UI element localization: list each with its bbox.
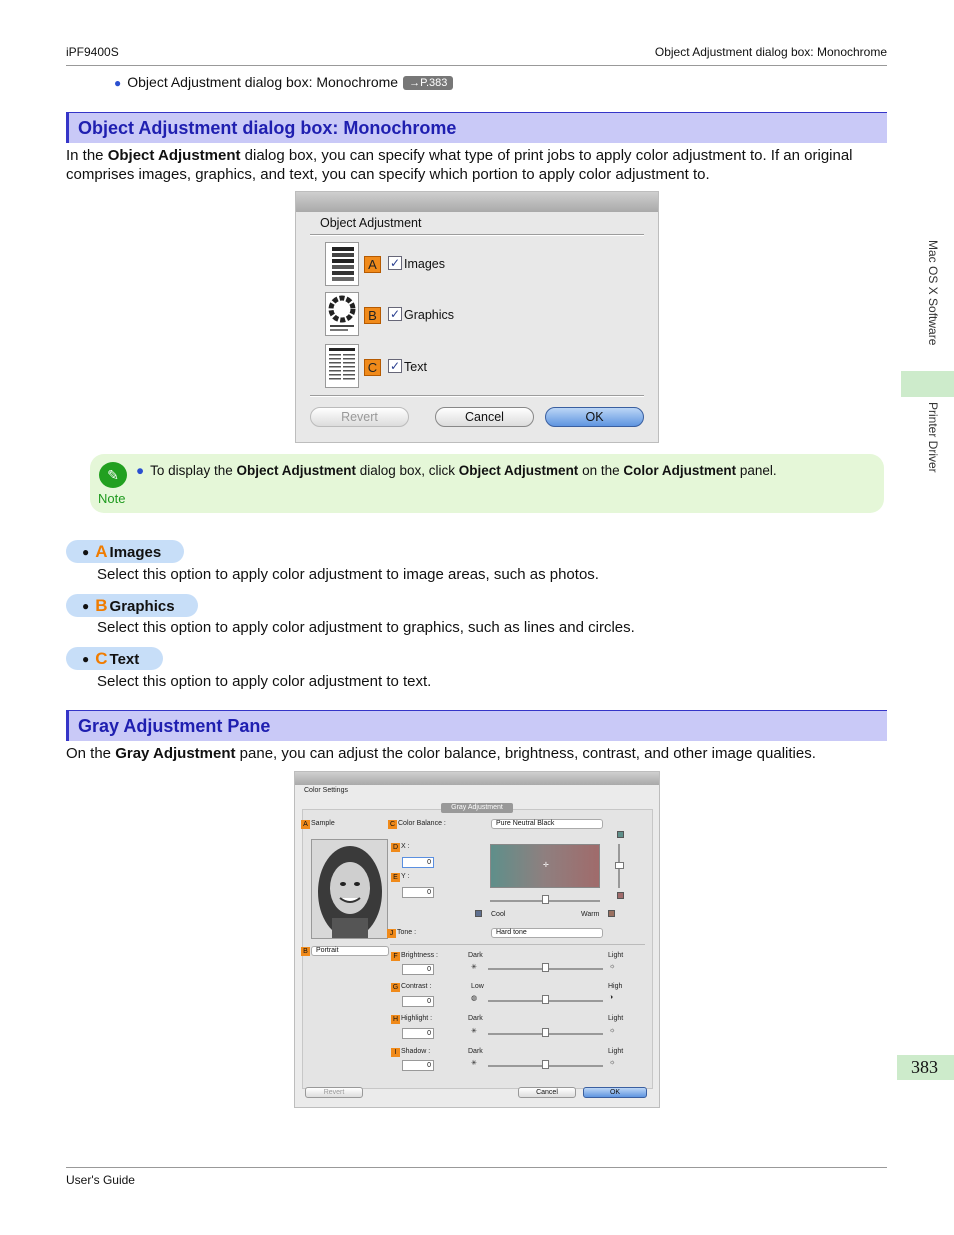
callout-c: C [364, 359, 381, 376]
callout-e: E [391, 873, 400, 882]
crosshair-icon[interactable]: ✛ [543, 862, 549, 869]
sample-label: Sample [311, 820, 335, 827]
callout-c: C [389, 821, 396, 828]
option-heading-text: ● C Text [66, 647, 163, 670]
text-checkbox[interactable]: ✓ [389, 359, 401, 373]
option-heading-images: ● A Images [66, 540, 184, 563]
x-input[interactable]: 0 [402, 857, 434, 868]
contrast-high-label: High [608, 983, 623, 990]
red-swatch [617, 892, 624, 899]
dialog-title: Color Settings [304, 787, 348, 794]
tab-gray-adjustment[interactable]: Gray Adjustment [441, 803, 513, 813]
section-title-gray-adjustment: Gray Adjustment Pane [66, 710, 887, 741]
section-title-object-adjustment: Object Adjustment dialog box: Monochrome [66, 112, 887, 143]
highlight-input[interactable]: 0 [402, 1028, 434, 1039]
callout-b: B [364, 307, 381, 324]
images-checkbox[interactable]: ✓ [389, 256, 401, 270]
cool-label: Cool [491, 911, 506, 918]
contrast-input[interactable]: 0 [402, 996, 434, 1007]
sun-bright-icon: ☼ [609, 1027, 616, 1034]
ok-button[interactable]: OK [583, 1087, 647, 1098]
section1-intro: In the Object Adjustment dialog box, you can specify what type of print jobs to apply color adjustment to. If an original comprises images, graphics, and text, you can specify which portion to apply color adjustment to. [66, 147, 853, 183]
callout-g: G [392, 984, 399, 991]
option-heading-graphics: ● B Graphics [66, 594, 198, 617]
section2-intro: On the Gray Adjustment pane, you can adjust the color balance, brightness, contrast, and other image qualities. [66, 745, 816, 762]
images-label: Images [404, 257, 445, 271]
shadow-label: Shadow : [401, 1048, 431, 1055]
callout-a: A [301, 820, 310, 829]
dialog-title: Object Adjustment [320, 216, 422, 230]
side-tab-printer-driver: Printer Driver [926, 402, 940, 473]
callout-j: J [387, 929, 396, 938]
divider [310, 395, 644, 397]
callout-d: D [392, 844, 399, 851]
vertical-balance-knob[interactable] [615, 862, 624, 869]
cyan-swatch [617, 831, 624, 838]
side-tab-mac-os-x-software: Mac OS X Software [926, 240, 940, 346]
sample-type-select[interactable]: Portrait [311, 946, 389, 956]
cancel-button[interactable]: Cancel [518, 1087, 576, 1098]
related-link[interactable]: ● Object Adjustment dialog box: Monochrome →P.383 [114, 74, 453, 90]
shadow-input[interactable]: 0 [402, 1060, 434, 1071]
page-ref-badge[interactable]: →P.383 [403, 76, 453, 90]
contrast-label: Contrast : [401, 983, 432, 990]
option-desc-images: Select this option to apply color adjustment to image areas, such as photos. [97, 566, 599, 583]
object-adjustment-dialog [295, 191, 659, 443]
highlight-label: Highlight : [401, 1015, 433, 1022]
contrast-knob[interactable] [542, 995, 549, 1004]
option-desc-text: Select this option to apply color adjustment to text. [97, 673, 432, 690]
callout-a: A [364, 256, 381, 273]
text-thumbnail [325, 344, 359, 388]
revert-button[interactable]: Revert [305, 1087, 363, 1098]
bullet-icon: ● [114, 76, 122, 90]
brightness-knob[interactable] [542, 963, 549, 972]
y-label: Y : [401, 873, 410, 880]
brightness-input[interactable]: 0 [402, 964, 434, 975]
header-product: iPF9400S [66, 45, 119, 59]
brightness-dark-label: Dark [468, 952, 483, 959]
cancel-button[interactable]: Cancel [435, 407, 534, 427]
sun-dim-icon: ✳ [471, 1028, 477, 1035]
divider [310, 234, 644, 236]
warm-label: Warm [581, 911, 600, 918]
footer-rule [66, 1167, 887, 1168]
color-balance-select[interactable]: Pure Neutral Black [491, 819, 603, 829]
sun-bright-icon: ☼ [609, 963, 616, 970]
callout-h: H [392, 1016, 399, 1023]
contrast-low-icon: ◍ [471, 995, 478, 1002]
horizontal-balance-knob[interactable] [542, 895, 549, 904]
text-label: Text [404, 360, 427, 374]
note-text: ● To display the Object Adjustment dialog box, click Object Adjustment on the Color Adjustment panel. [136, 463, 777, 478]
sun-bright-icon: ☼ [609, 1059, 616, 1066]
callout-b: B [301, 947, 310, 956]
header-section: Object Adjustment dialog box: Monochrome [654, 45, 887, 59]
graphics-thumbnail [325, 292, 359, 336]
sample-photo [311, 839, 388, 939]
dialog-titlebar [296, 192, 658, 212]
divider [390, 944, 645, 945]
revert-button[interactable]: Revert [310, 407, 409, 427]
highlight-knob[interactable] [542, 1028, 549, 1037]
graphics-checkbox[interactable]: ✓ [389, 307, 401, 321]
color-settings-dialog [294, 771, 660, 1108]
contrast-low-label: Low [471, 983, 484, 990]
contrast-high-icon: ◑ [609, 994, 614, 1001]
y-input[interactable]: 0 [402, 887, 434, 898]
graphics-label: Graphics [404, 308, 455, 322]
option-desc-graphics: Select this option to apply color adjustment to graphics, such as lines and circles. [97, 619, 635, 636]
shadow-knob[interactable] [542, 1060, 549, 1069]
warm-swatch [608, 910, 615, 917]
dialog-titlebar [295, 772, 659, 785]
highlight-dark-label: Dark [468, 1015, 483, 1022]
sun-dim-icon: ✳ [471, 1060, 477, 1067]
tone-label: Tone : [397, 929, 417, 936]
callout-f: F [391, 952, 400, 961]
shadow-light-label: Light [608, 1048, 624, 1055]
footer-text: User's Guide [66, 1173, 135, 1187]
note-label: Note [98, 491, 126, 506]
side-tab-marker [901, 371, 954, 397]
images-thumbnail [325, 242, 359, 286]
shadow-dark-label: Dark [468, 1048, 483, 1055]
ok-button[interactable]: OK [545, 407, 644, 427]
brightness-light-label: Light [608, 952, 624, 959]
x-label: X : [401, 843, 410, 850]
page-number: 383 [897, 1055, 954, 1080]
sun-dim-icon: ✳ [471, 964, 477, 971]
tone-select[interactable]: Hard tone [491, 928, 603, 938]
cool-swatch [475, 910, 482, 917]
header-rule [66, 65, 887, 66]
note-pencil-icon: ✎ [99, 462, 127, 488]
callout-i: I [391, 1048, 400, 1057]
highlight-light-label: Light [608, 1015, 624, 1022]
color-balance-label: Color Balance : [398, 820, 446, 827]
brightness-label: Brightness : [401, 952, 438, 959]
